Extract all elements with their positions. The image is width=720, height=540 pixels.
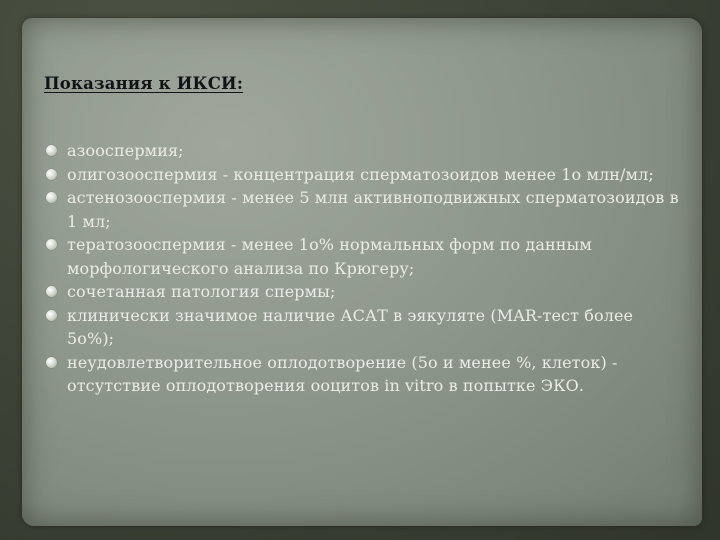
list-item bbox=[44, 186, 684, 233]
slide-title: Показания к ИКСИ: bbox=[44, 74, 244, 93]
bullet-icon bbox=[46, 239, 57, 250]
bullet-icon bbox=[46, 357, 57, 368]
list-item-text: астенозооспермия - менее 5 млн активноподвижных сперматозоидов в 1 мл; bbox=[67, 188, 679, 231]
list-item-text: неудовлетворительное оплодотворение (5о и менее %, клеток) - отсутствие оплодотворения ооцитов in vitro в попытке ЭКО. bbox=[67, 352, 618, 395]
bullet-icon bbox=[46, 286, 57, 297]
bullet-icon bbox=[46, 192, 57, 203]
bullet-icon bbox=[46, 145, 57, 156]
list-item bbox=[44, 351, 684, 398]
list-item-text: азооспермия; bbox=[67, 141, 184, 160]
bullet-icon bbox=[46, 310, 57, 321]
list-item-text: сочетанная патология спермы; bbox=[67, 282, 336, 301]
list-item-text: тератозооспермия - менее 1о% нормальных форм по данным морфологического анализа по Крюгеру; bbox=[67, 235, 592, 278]
list-item-text: олигозооспермия - концентрация сперматозоидов менее 1о млн/мл; bbox=[67, 164, 654, 184]
list-item bbox=[44, 139, 684, 163]
list-item-text: клинически значимое наличие АСАТ в эякуляте (MAR-тест более 5о%); bbox=[67, 305, 634, 348]
list-item bbox=[44, 304, 684, 351]
list-item bbox=[44, 280, 684, 304]
bullet-icon bbox=[46, 169, 57, 180]
list-item bbox=[44, 233, 684, 280]
indications-list bbox=[44, 139, 684, 398]
list-item bbox=[44, 163, 684, 187]
